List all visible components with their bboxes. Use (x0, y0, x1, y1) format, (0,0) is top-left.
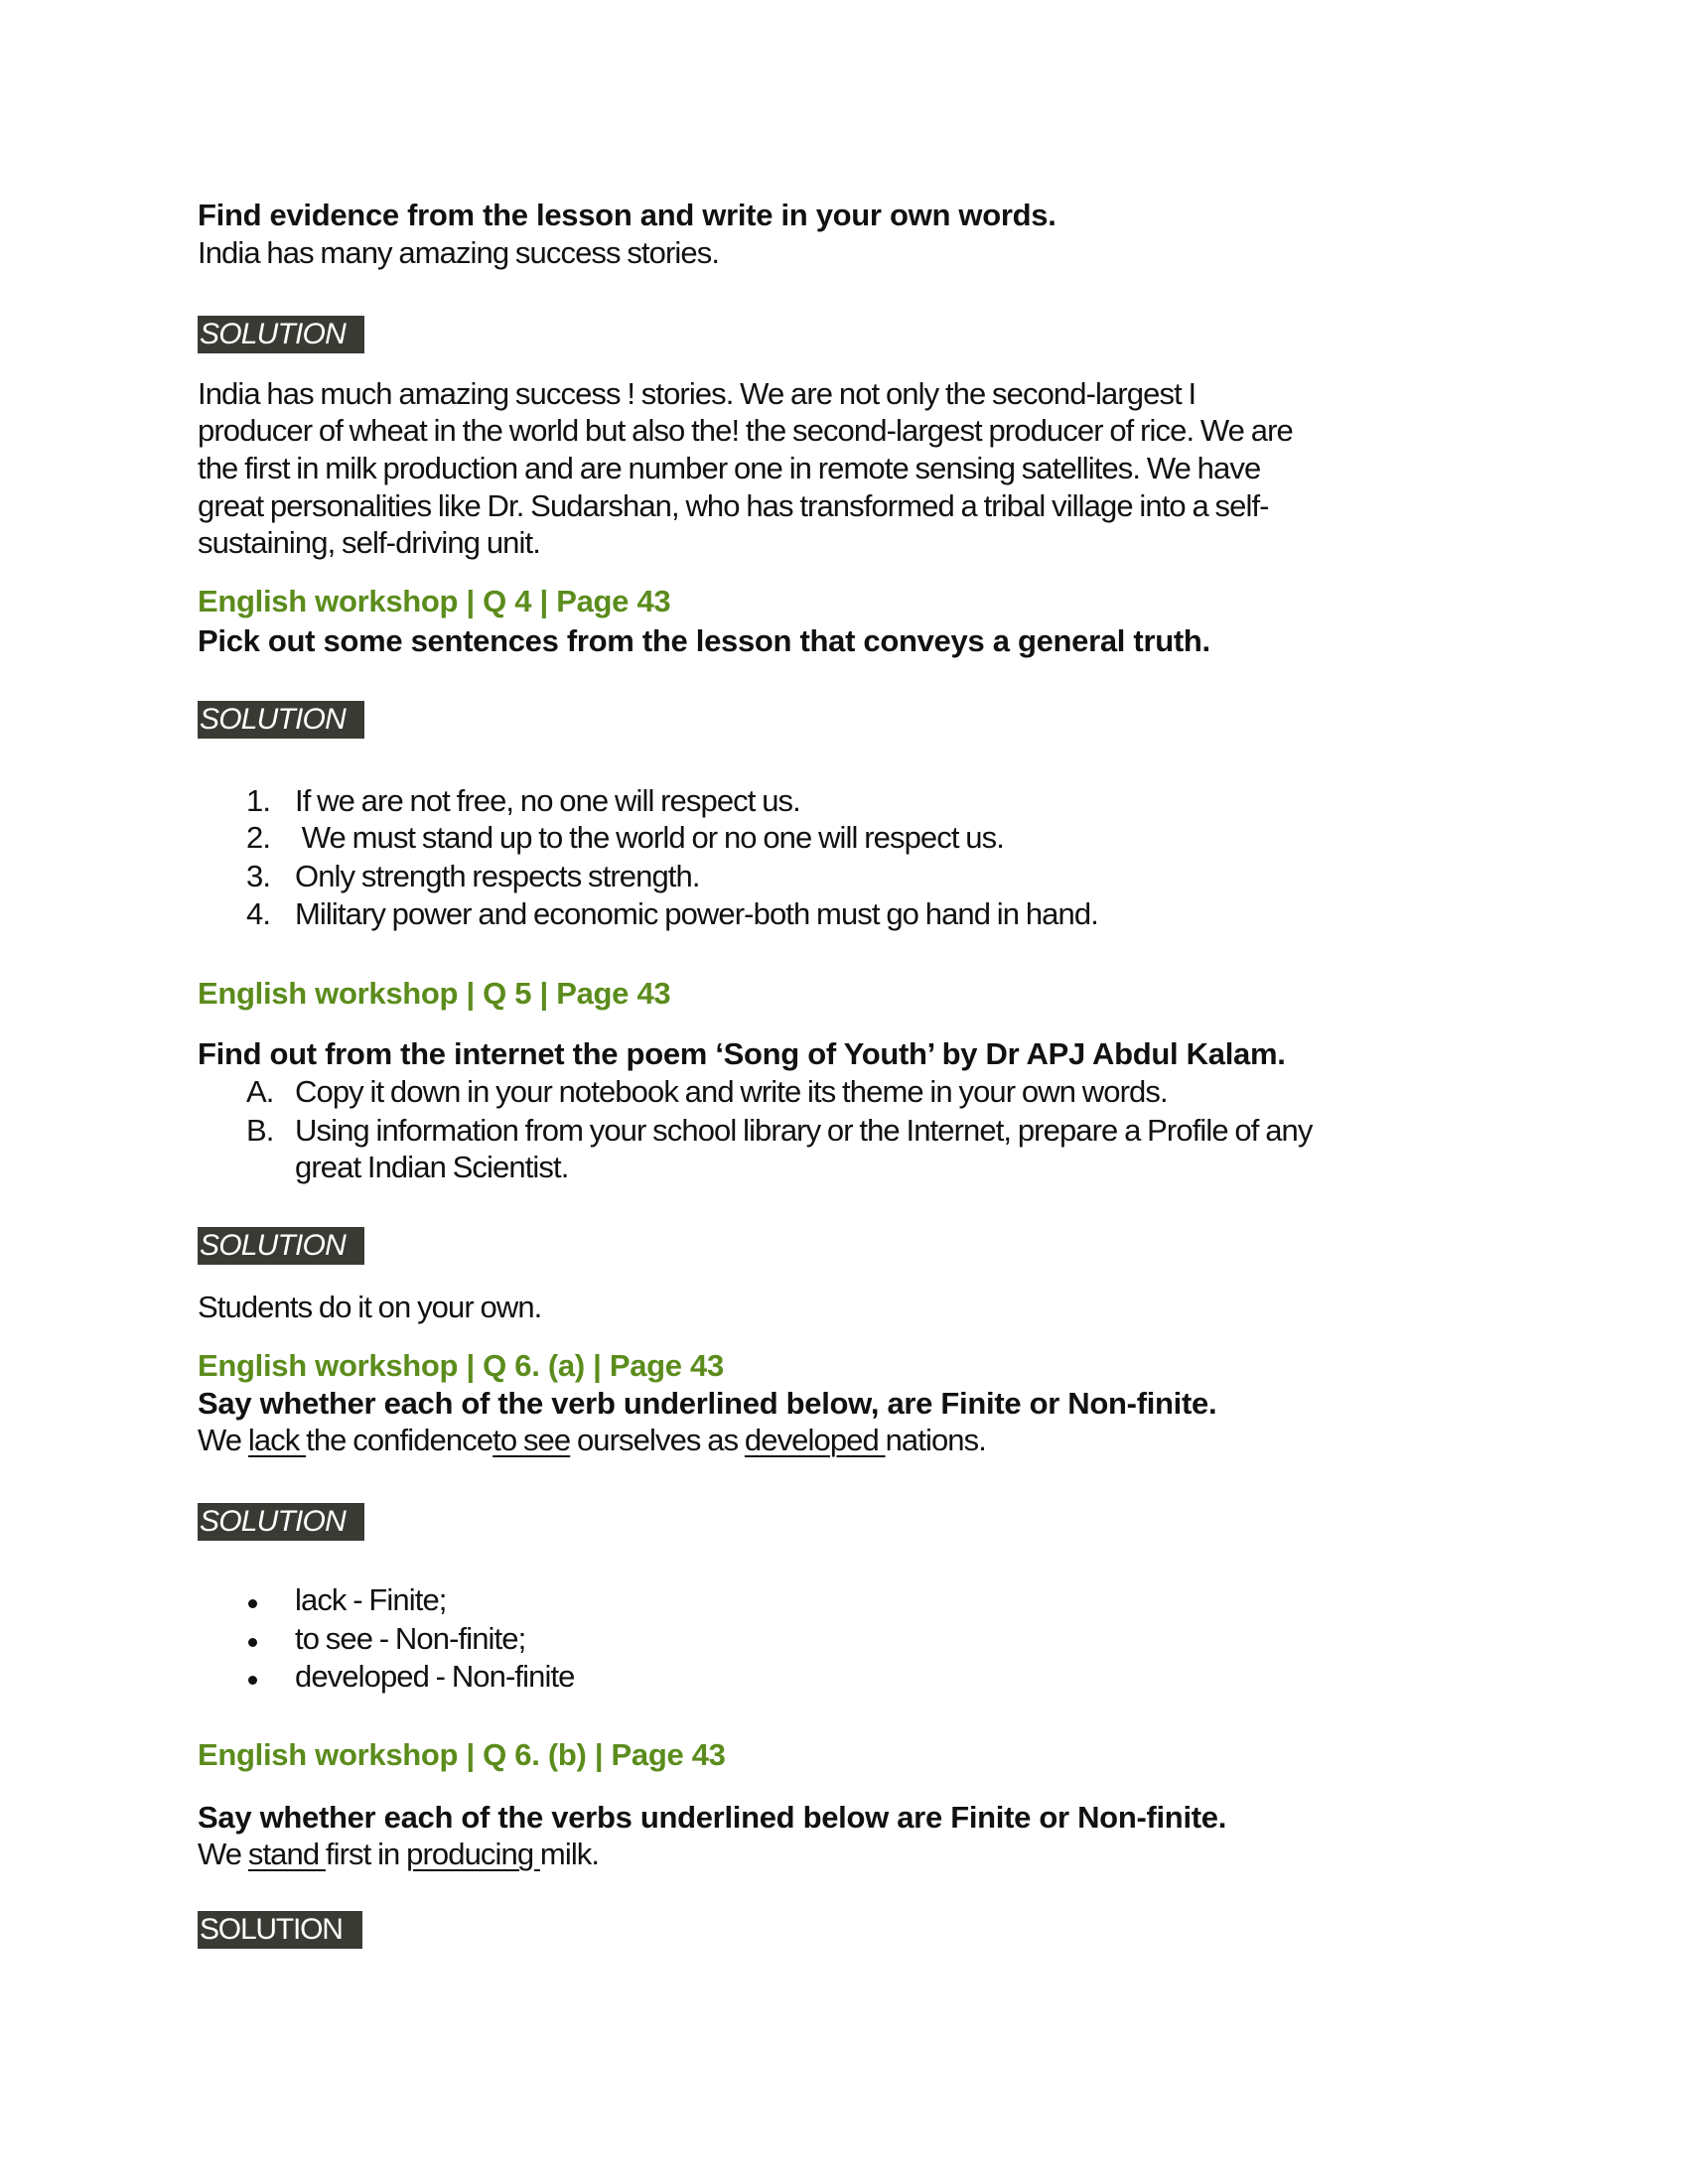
list-item-continuation: great Indian Scientist. (295, 1150, 569, 1184)
list-item: If we are not free, no one will respect us. (295, 783, 800, 818)
solution-badge: SOLUTION (198, 701, 364, 739)
answer-line: great personalities like Dr. Sudarshan, who has transformed a tribal village into a self- (198, 488, 1269, 523)
list-item: to see - Non-finite; (295, 1621, 526, 1656)
list-item-marker: 1. (246, 783, 271, 818)
list-item: Military power and economic power-both must go hand in hand. (295, 896, 1098, 931)
list-item-marker: 3. (246, 859, 271, 893)
answer-text: Students do it on your own. (198, 1290, 542, 1324)
question-text: Say whether each of the verb underlined below, are Finite or Non-finite. (198, 1386, 1217, 1421)
list-item-marker: 2. (246, 820, 271, 855)
sentence-text: first in (325, 1837, 407, 1871)
underlined-verb: stand (247, 1837, 326, 1871)
bullet-icon (248, 1599, 257, 1608)
section-heading-q5: English workshop | Q 5 | Page 43 (198, 976, 671, 1011)
section-heading-q4: English workshop | Q 4 | Page 43 (198, 584, 671, 618)
bullet-icon (248, 1638, 257, 1647)
sentence-text: milk. (539, 1837, 600, 1871)
answer-line: producer of wheat in the world but also the! the second-largest producer of rice. We are (198, 413, 1293, 448)
list-item-marker: 4. (246, 896, 271, 931)
question-text: Pick out some sentences from the lesson that conveys a general truth. (198, 623, 1210, 658)
list-item: Copy it down in your notebook and write its theme in your own words. (295, 1074, 1168, 1109)
underlined-verb: developed (744, 1423, 886, 1457)
section-heading-q6b: English workshop | Q 6. (b) | Page 43 (198, 1737, 726, 1772)
underlined-verb: to see (492, 1423, 571, 1457)
question-text: Find out from the internet the poem ‘Song of Youth’ by Dr APJ Abdul Kalam. (198, 1036, 1286, 1071)
list-item-marker: A. (246, 1074, 274, 1109)
sentence-text: ourselves as (570, 1423, 745, 1457)
answer-line: India has much amazing success ! stories. We are not only the second-largest I (198, 376, 1196, 411)
example-sentence (198, 1422, 986, 1459)
list-item-marker: B. (246, 1113, 274, 1148)
bullet-icon (248, 1676, 257, 1685)
question-prompt: India has many amazing success stories. (198, 235, 720, 270)
solution-badge: SOLUTION (198, 1503, 364, 1541)
list-item: Using information from your school library or the Internet, prepare a Profile of any (295, 1113, 1313, 1148)
sentence-text: We (198, 1423, 248, 1457)
question-text: Say whether each of the verbs underlined below are Finite or Non-finite. (198, 1800, 1227, 1835)
example-sentence (198, 1836, 599, 1873)
sentence-text: nations. (885, 1423, 986, 1457)
section-heading-q6a: English workshop | Q 6. (a) | Page 43 (198, 1348, 724, 1383)
list-item: developed - Non-finite (295, 1659, 575, 1694)
list-item: Only strength respects strength. (295, 859, 700, 893)
solution-badge: SOLUTION (198, 1911, 362, 1949)
solution-badge: SOLUTION (198, 316, 364, 353)
list-item: lack - Finite; (295, 1582, 447, 1617)
answer-line: sustaining, self-driving unit. (198, 525, 540, 560)
question-text: Find evidence from the lesson and write in your own words. (198, 198, 1056, 232)
underlined-verb: lack (247, 1423, 307, 1457)
solution-badge: SOLUTION (198, 1227, 364, 1265)
sentence-text: the confidence (306, 1423, 493, 1457)
underlined-verb: producing (406, 1837, 540, 1871)
answer-line: the first in milk production and are number one in remote sensing satellites. We have (198, 451, 1261, 485)
list-item: We must stand up to the world or no one will respect us. (295, 820, 1004, 855)
sentence-text: We (198, 1837, 248, 1871)
